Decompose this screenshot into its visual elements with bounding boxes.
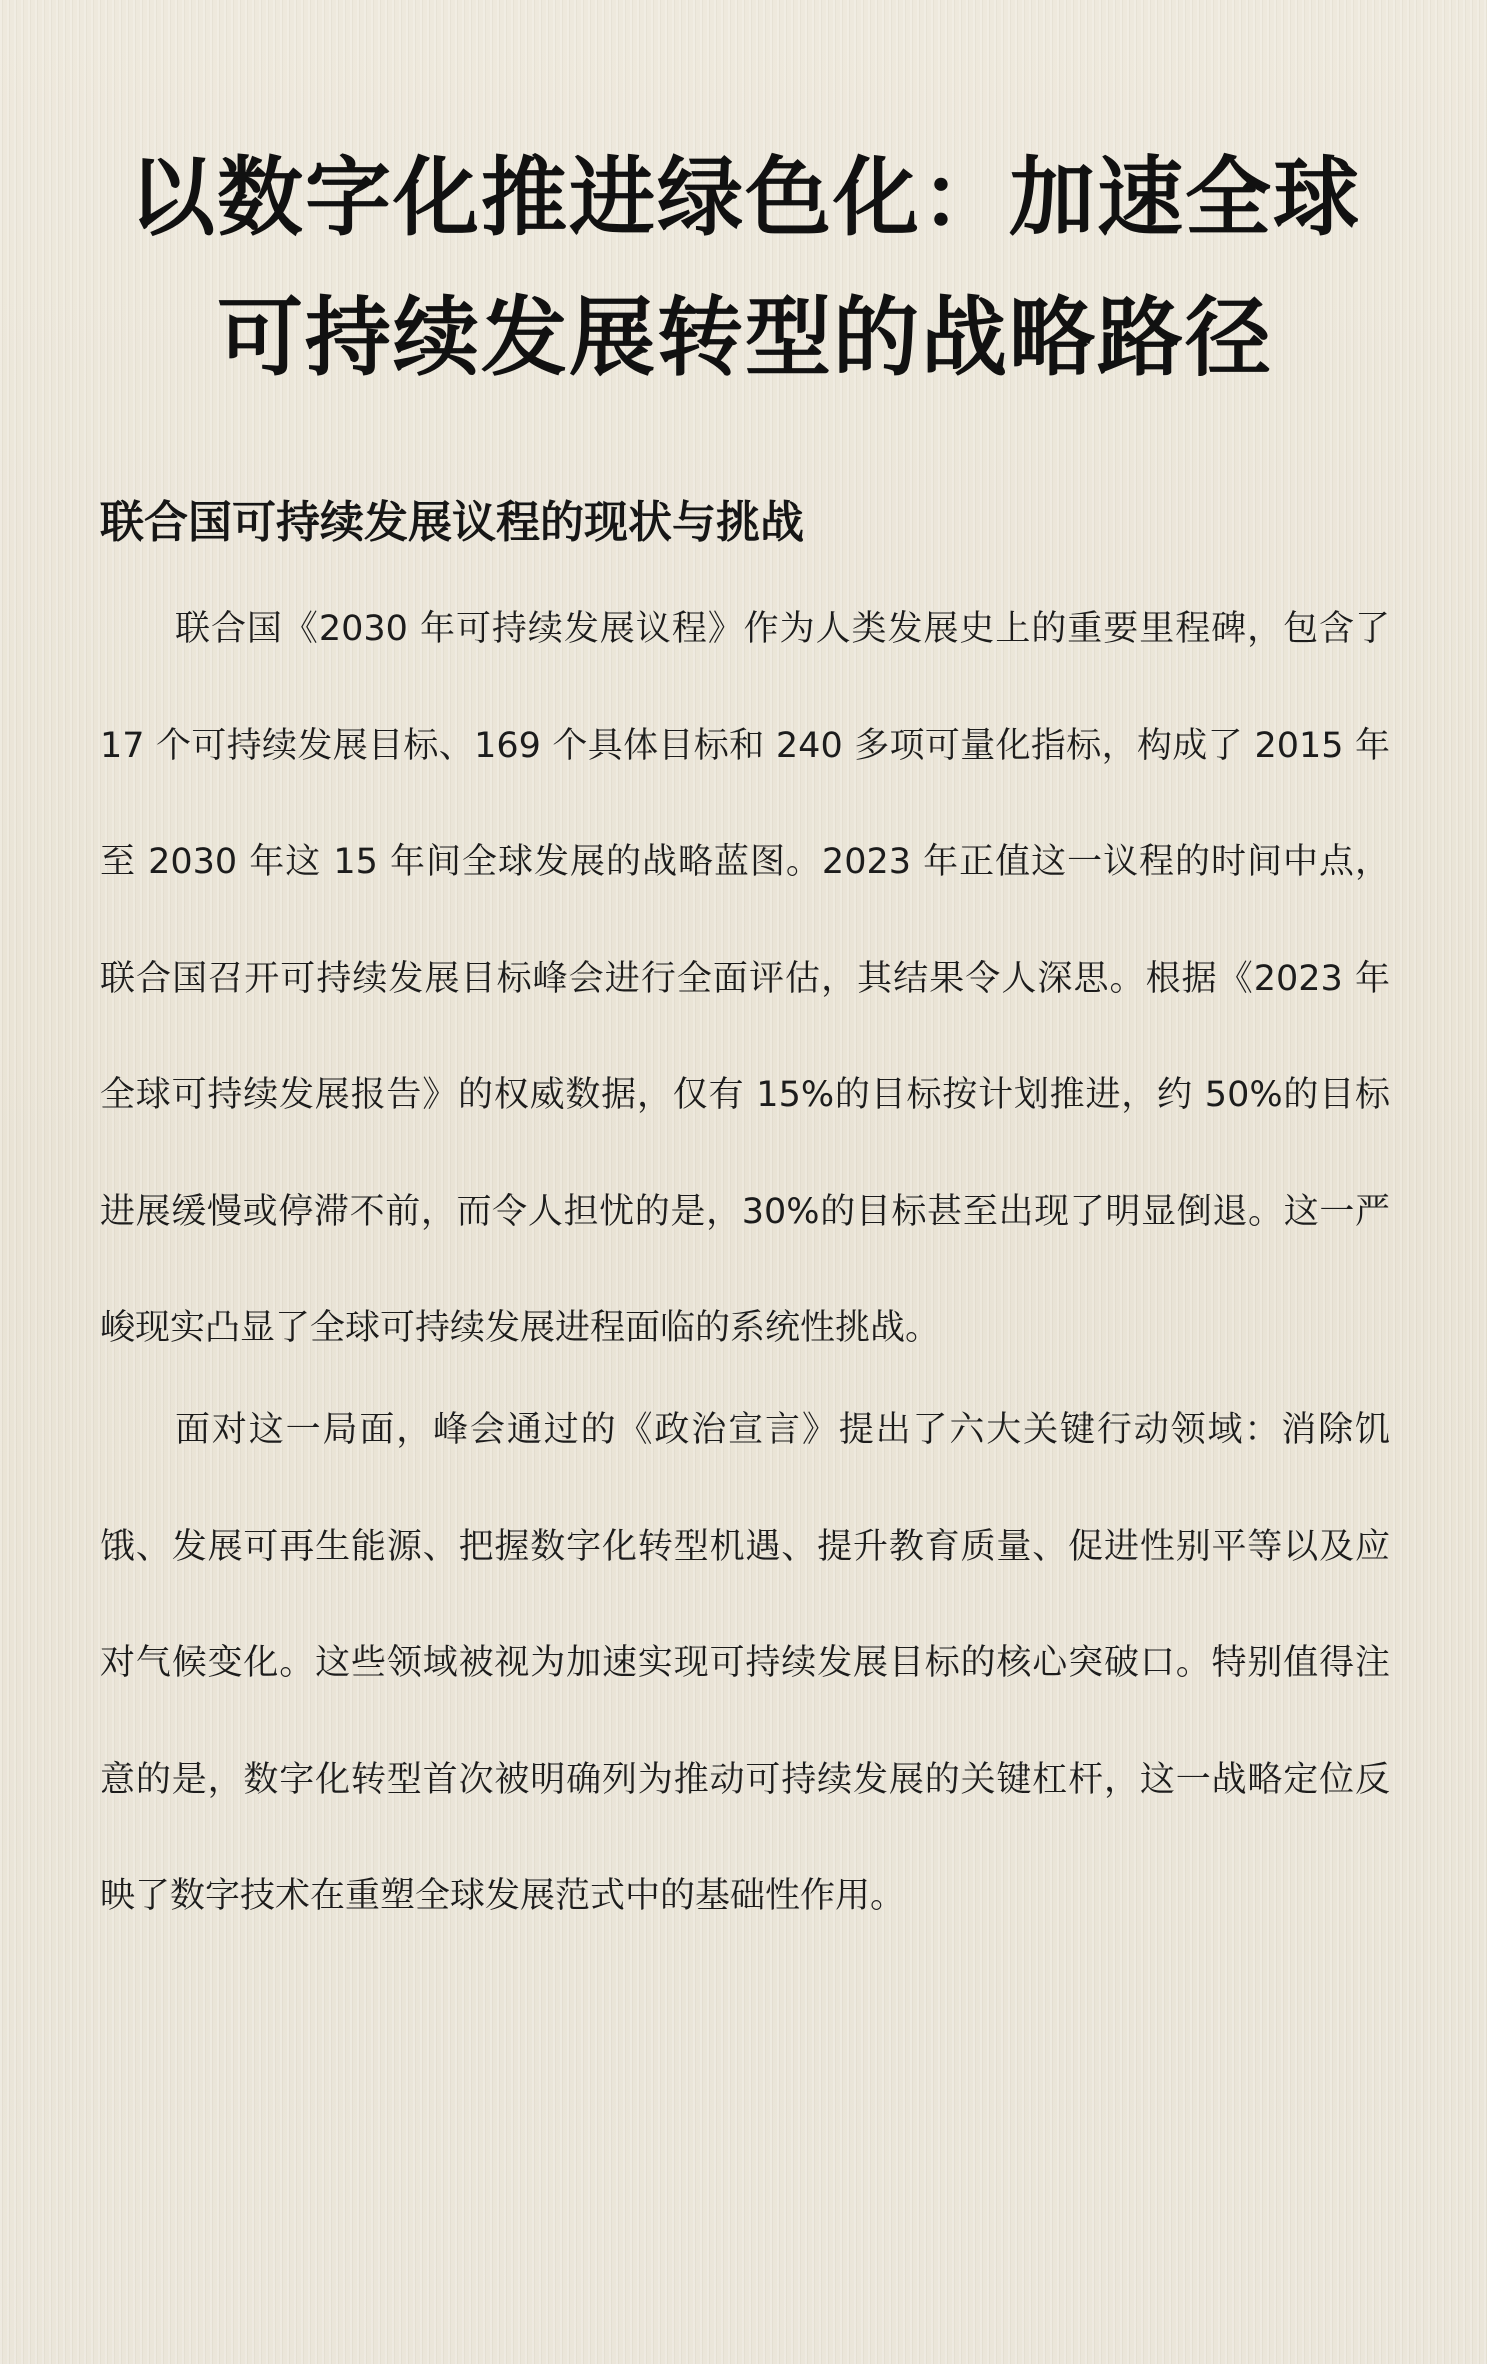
body-paragraph-1: 联合国《2030 年可持续发展议程》作为人类发展史上的重要里程碑，包含了 17 个可持续发展目标、169 个具体目标和 240 多项可量化指标，构成了 2015 年至 2030 年这 15 年间全球发展的战略蓝图。2023 年正值这一议程的时间中点，联合国召开可持续发展目标峰会进行全面评估，其结果令人深思。根据《2023 年全球可持续发展报告》的权威数据，仅有 15%的目标按计划推进，约 50%的目标进展缓慢或停滞不前，而令人担忧的是，30%的目标甚至出现了明显倒退。这一严峻现实凸显了全球可持续发展进程面临的系统性挑战。 [100,609,1390,1348]
section-heading: 联合国可持续发展议程的现状与挑战 [100,497,804,548]
body-paragraph-2: 面对这一局面，峰会通过的《政治宣言》提出了六大关键行动领域：消除饥饿、发展可再生能源、把握数字化转型机遇、提升教育质量、促进性别平等以及应对气候变化。这些领域被视为加速实现可持续发展目标的核心突破口。特别值得注意的是，数字化转型首次被明确列为推动可持续发展的关键杠杆，这一战略定位反映了数字技术在重塑全球发展范式中的基础性作用。 [100,1410,1390,1916]
document-title: 以数字化推进绿色化：加速全球可持续发展转型的战略路径 [129,148,1361,388]
